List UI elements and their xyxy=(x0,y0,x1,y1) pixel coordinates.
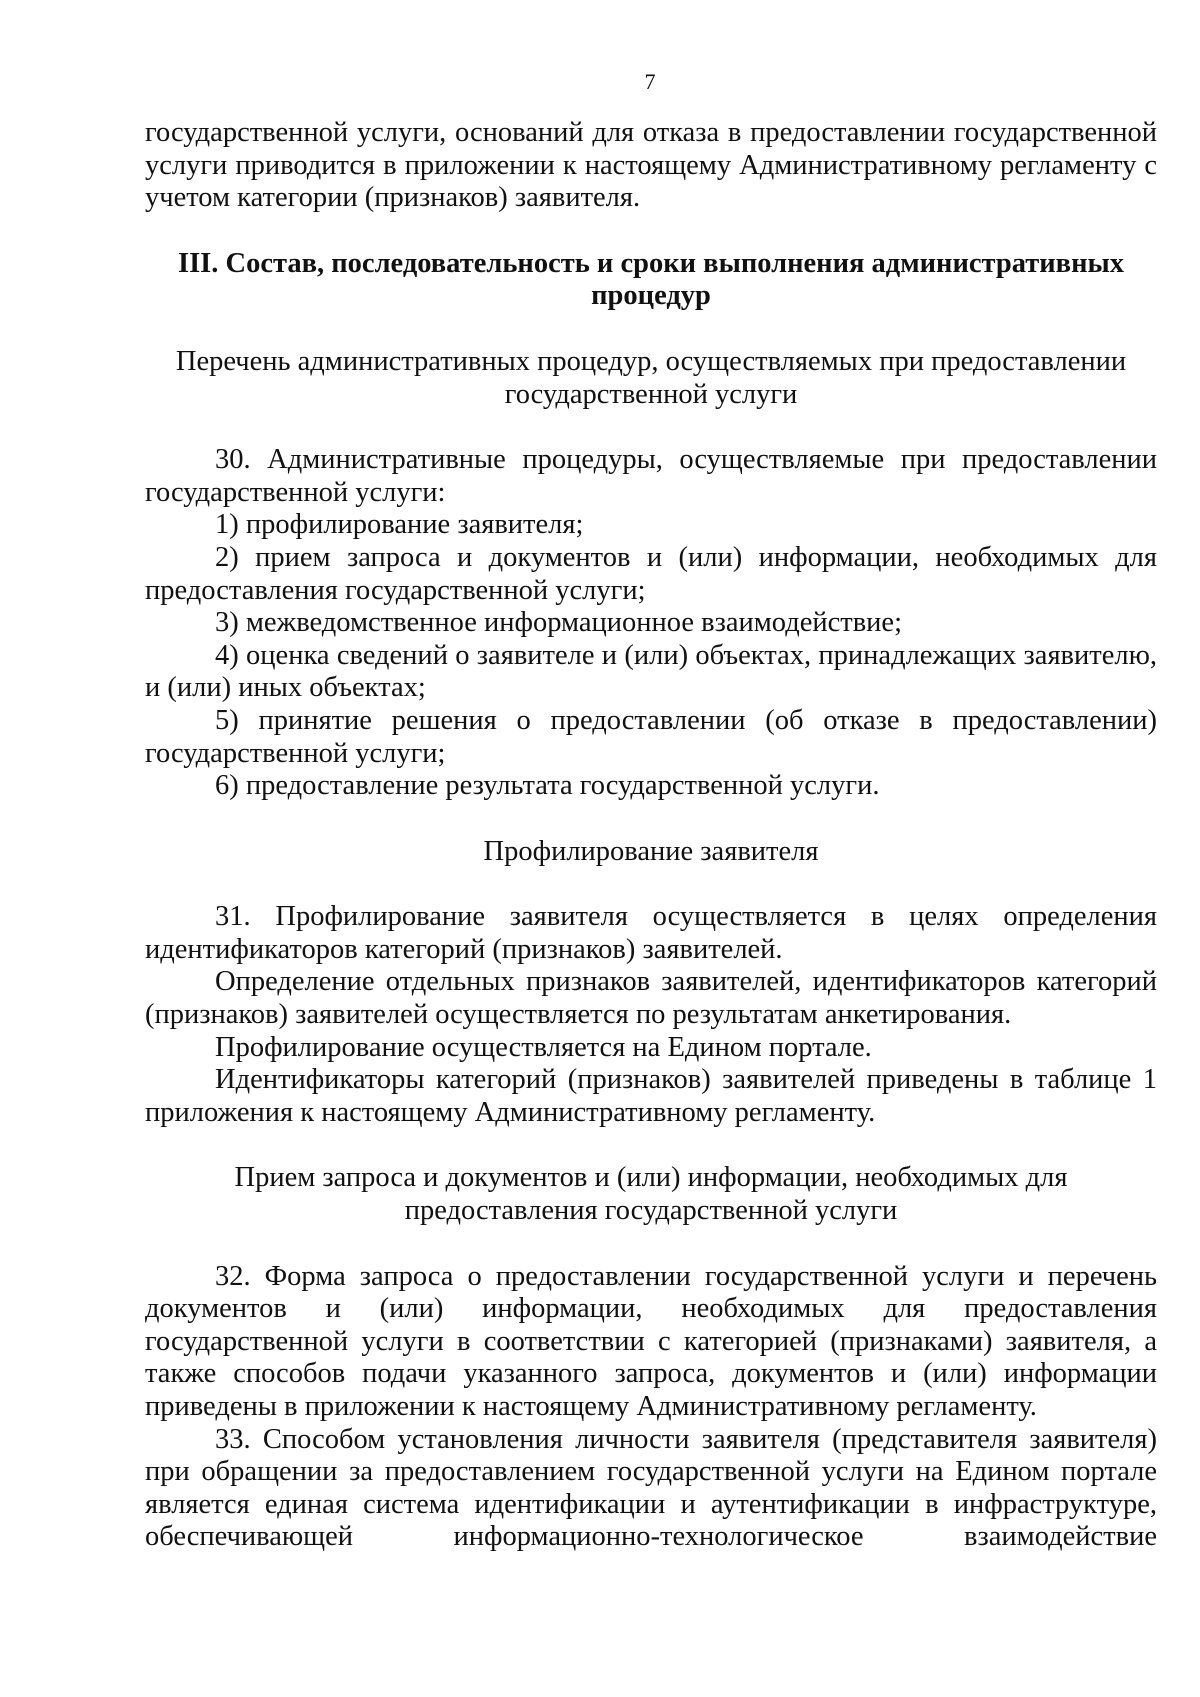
paragraph-31-b: Определение отдельных признаков заявителей, идентификаторов категорий (признаков) заявителей осуществляется по результатам анкетирования. xyxy=(145,966,1157,1031)
list-item-30-5: 5) принятие решения о предоставлении (об отказе в предоставлении) государственной услуги; xyxy=(145,704,1157,769)
section-title: III. Состав, последовательность и сроки выполнения административных процедур xyxy=(178,247,1124,312)
paragraph-31: 31. Профилирование заявителя осуществляется в целях определения идентификаторов категорий (признаков) заявителей. xyxy=(145,901,1157,965)
subsection-title-procedures: Перечень административных процедур, осуществляемых при предоставлении государственной услуги xyxy=(175,345,1127,410)
paragraph-33: 33. Способом установления личности заявителя (представителя заявителя) при обращении за предоставлением государственной услуги на Едином портале является единая система идентификации и аутентификации в инфраструктуре, обеспечивающей информационно-технологическое взаимодействие xyxy=(145,1423,1157,1553)
list-item-30-6: 6) предоставление результата государственной услуги. xyxy=(215,770,880,802)
list-item-30-2: 2) прием запроса и документов и (или) информации, необходимых для предоставления государственной услуги; xyxy=(145,541,1157,606)
paragraph-32: 32. Форма запроса о предоставлении государственной услуги и перечень документов и (или) информации, необходимых для предоставления государственной услуги в соответствии с категорией (признаками) заявителя, а также способов подачи указанного запроса, документов и (или) информации приведены в приложении к настоящему Административному регламенту. xyxy=(145,1260,1157,1422)
document-body xyxy=(145,117,1157,1587)
list-item-30-1: 1) профилирование заявителя; xyxy=(215,509,584,541)
page-number: 7 xyxy=(644,69,656,94)
subsection-title-profiling: Профилирование заявителя xyxy=(483,835,819,867)
paragraph-31-c: Профилирование осуществляется на Едином портале. xyxy=(215,1031,872,1063)
intro-paragraph: государственной услуги, оснований для отказа в предоставлении государственной услуги приводится в приложении к настоящему Административному регламенту с учетом категории (признаков) заявителя. xyxy=(145,117,1157,214)
list-item-30-4: 4) оценка сведений о заявителе и (или) объектах, принадлежащих заявителю, и (или) иных объектах; xyxy=(145,639,1157,704)
paragraph-30: 30. Административные процедуры, осуществляемые при предоставлении государственной услуги: xyxy=(145,444,1157,508)
paragraph-31-d: Идентификаторы категорий (признаков) заявителей приведены в таблице 1 приложения к настоящему Административному регламенту. xyxy=(145,1064,1157,1128)
list-item-30-3: 3) межведомственное информационное взаимодействие; xyxy=(215,607,902,639)
subsection-title-request: Прием запроса и документов и (или) информации, необходимых для предоставления государственной услуги xyxy=(234,1162,1068,1227)
